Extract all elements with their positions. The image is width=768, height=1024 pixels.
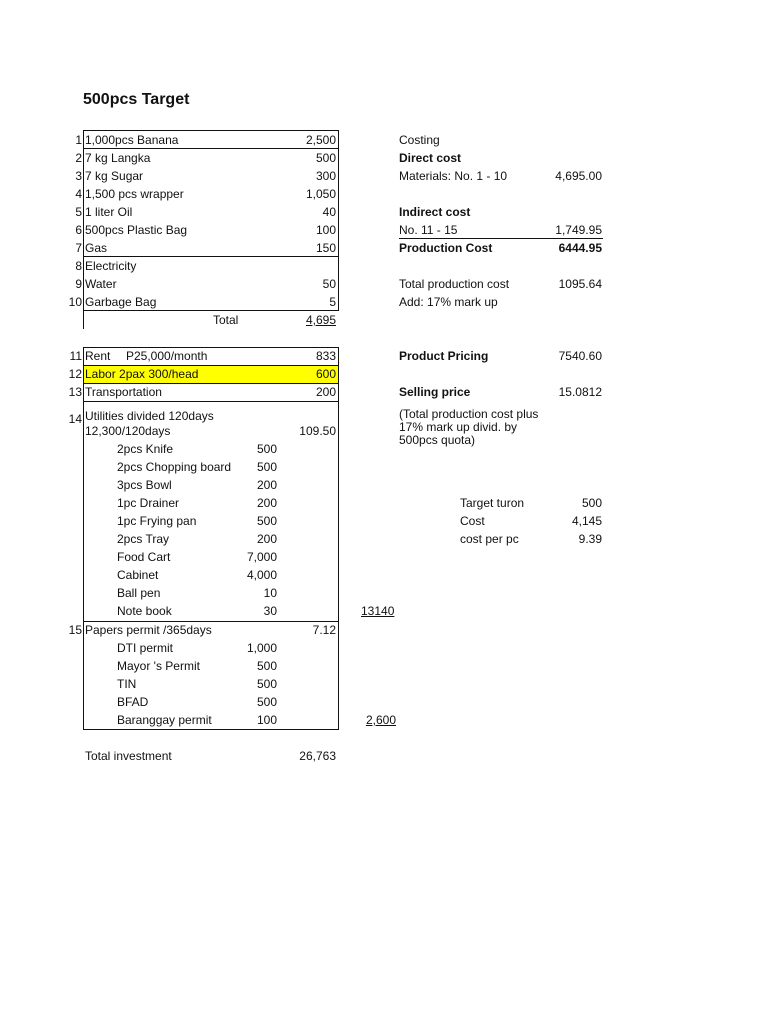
list-item: Mayor 's Permit <box>117 659 200 673</box>
utilities-label: Utilities divided 120days <box>85 409 214 423</box>
selling-price-label: Selling price <box>399 385 471 399</box>
list-item: Cabinet <box>117 568 159 582</box>
list-item: Ball pen <box>117 586 161 600</box>
list-item-value: 500 <box>256 695 277 709</box>
materials-total-label: Total <box>213 313 239 327</box>
total-investment-label: Total investment <box>85 749 172 763</box>
product-pricing-value: 7540.60 <box>558 349 602 363</box>
total-production-label: Total production cost <box>399 277 510 291</box>
row-divider <box>83 256 339 257</box>
transport-label: Transportation <box>85 385 162 399</box>
transport-amount: 200 <box>315 385 336 399</box>
row-number: 13 <box>68 385 82 399</box>
list-item: 3pcs Bowl <box>117 478 172 492</box>
row-divider <box>83 365 339 366</box>
list-item-value: 10 <box>263 586 277 600</box>
row-divider <box>83 401 339 402</box>
list-item: Baranggay permit <box>117 713 212 727</box>
item-amount: 100 <box>315 223 336 237</box>
list-item: 2pcs Tray <box>117 532 170 546</box>
item-name: Water <box>85 277 117 291</box>
permits-amount: 7.12 <box>312 623 336 637</box>
list-item-value: 7,000 <box>246 550 277 564</box>
list-item-value: 500 <box>256 514 277 528</box>
list-item: Note book <box>117 604 172 618</box>
item-amount: 150 <box>315 241 336 255</box>
row-number: 7 <box>75 241 82 255</box>
row-divider <box>83 621 339 622</box>
list-item-value: 500 <box>256 677 277 691</box>
list-item-value: 500 <box>256 659 277 673</box>
item-amount: 40 <box>322 205 336 219</box>
list-item-value: 1,000 <box>246 641 277 655</box>
utilities-amount: 109.50 <box>299 424 336 438</box>
selling-price-note: (Total production cost plus 17% mark up divid. by 500pcs quota) <box>399 407 539 447</box>
labor-amount: 600 <box>315 367 336 381</box>
row-number: 6 <box>75 223 82 237</box>
list-item-value: 200 <box>256 478 277 492</box>
row-number: 5 <box>75 205 82 219</box>
list-item-value: 100 <box>256 713 277 727</box>
product-pricing-label: Product Pricing <box>399 349 489 363</box>
row-divider <box>83 148 339 149</box>
list-item: Food Cart <box>117 550 171 564</box>
target-cost-value: 4,145 <box>571 514 602 528</box>
item-name: Gas <box>85 241 108 255</box>
item-name: 1,500 pcs wrapper <box>85 187 184 201</box>
list-item: 1pc Frying pan <box>117 514 197 528</box>
utilities-formula: 12,300/120days <box>85 424 171 438</box>
cost-per-pc-value: 9.39 <box>578 532 602 546</box>
row-number: 8 <box>75 259 82 273</box>
sum-rule <box>399 238 603 239</box>
row-number: 11 <box>69 349 82 363</box>
item-amount: 2,500 <box>305 133 336 147</box>
list-item: 2pcs Chopping board <box>117 460 232 474</box>
list-item-value: 30 <box>263 604 277 618</box>
row-number: 15 <box>68 623 82 637</box>
item-name: Garbage Bag <box>85 295 157 309</box>
item-name: 1 liter Oil <box>85 205 133 219</box>
item-amount: 500 <box>315 151 336 165</box>
materials-cost-value: 4,695.00 <box>555 169 602 183</box>
list-item-value: 200 <box>256 496 277 510</box>
row-number: 9 <box>75 277 82 291</box>
direct-cost-label: Direct cost <box>399 151 462 165</box>
item-amount: 5 <box>329 295 336 309</box>
row-divider <box>83 383 339 384</box>
permits-label: Papers permit /365days <box>85 623 212 637</box>
row-number: 2 <box>75 151 82 165</box>
permits-subtotal: 2,600 <box>366 713 397 727</box>
utilities-subtotal: 13140 <box>361 604 395 618</box>
production-cost-label: Production Cost <box>399 241 493 255</box>
list-item: BFAD <box>117 695 149 709</box>
cost-per-pc-label: cost per pc <box>460 532 519 546</box>
page-title: 500pcs Target <box>83 91 190 108</box>
row-number: 3 <box>75 169 82 183</box>
row-number: 14 <box>68 412 82 426</box>
row-number: 10 <box>68 295 82 309</box>
selling-price-value: 15.0812 <box>558 385 602 399</box>
item-name: 7 kg Langka <box>85 151 151 165</box>
costing-heading: Costing <box>399 133 440 147</box>
list-item: 2pcs Knife <box>117 442 174 456</box>
target-cost-label: Cost <box>460 514 485 528</box>
total-investment-value: 26,763 <box>299 749 336 763</box>
target-turon-value: 500 <box>581 496 602 510</box>
production-cost-value: 6444.95 <box>558 241 602 255</box>
item-amount: 300 <box>315 169 336 183</box>
list-item-value: 200 <box>256 532 277 546</box>
rent-amount: 833 <box>315 349 336 363</box>
row-number: 12 <box>68 367 82 381</box>
indirect-range-label: No. 11 - 15 <box>399 223 458 237</box>
list-item-value: 500 <box>256 460 277 474</box>
indirect-cost-value: 1,749.95 <box>555 223 602 237</box>
labor-label: Labor 2pax 300/head <box>85 367 199 381</box>
list-item: 1pc Drainer <box>117 496 180 510</box>
list-item: TIN <box>117 677 137 691</box>
item-amount: 50 <box>322 277 336 291</box>
markup-label: Add: 17% mark up <box>399 295 498 309</box>
materials-total-value: 4,695 <box>305 313 336 327</box>
item-name: 500pcs Plastic Bag <box>85 223 188 237</box>
list-item-value: 500 <box>256 442 277 456</box>
list-item: DTI permit <box>117 641 174 655</box>
item-name: 7 kg Sugar <box>85 169 144 183</box>
indirect-cost-label: Indirect cost <box>399 205 471 219</box>
rent-note: P25,000/month <box>126 349 208 363</box>
materials-total-left-border <box>83 311 84 329</box>
materials-cost-label: Materials: No. 1 - 10 <box>399 169 508 183</box>
list-item-value: 4,000 <box>246 568 277 582</box>
item-name: 1,000pcs Banana <box>85 133 179 147</box>
total-production-value: 1095.64 <box>558 277 602 291</box>
row-number: 4 <box>75 187 82 201</box>
target-turon-label: Target turon <box>460 496 525 510</box>
row-number: 1 <box>75 133 82 147</box>
rent-label: Rent <box>85 349 111 363</box>
item-amount: 1,050 <box>305 187 336 201</box>
item-name: Electricity <box>85 259 137 273</box>
